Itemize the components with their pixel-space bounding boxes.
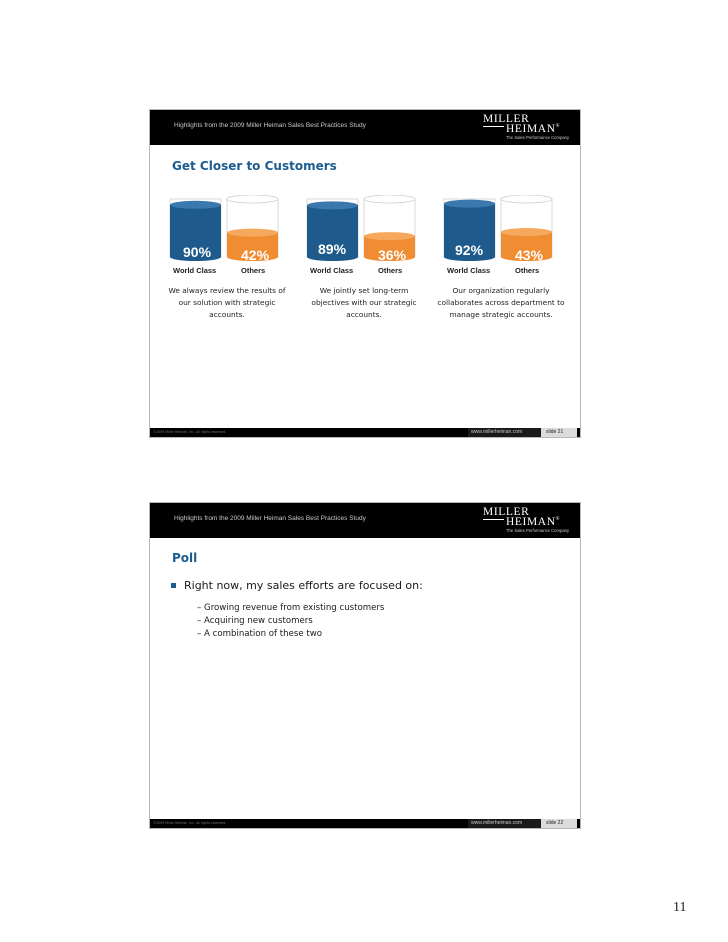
logo-tagline: The Sales Performance Company xyxy=(506,135,570,140)
world-class-fill-top xyxy=(444,200,495,208)
footer-url-box xyxy=(468,428,541,437)
world-class-fill-top xyxy=(307,201,358,209)
others-percent: 43% xyxy=(515,247,544,263)
slide-title: Get Closer to Customers xyxy=(172,159,337,173)
others-percent: 36% xyxy=(378,247,407,263)
others-percent: 42% xyxy=(241,247,270,263)
comparison-group-3 xyxy=(437,195,565,345)
logo-line-2: HEIMAN® xyxy=(506,123,561,135)
miller-heiman-logo xyxy=(483,505,575,537)
comparison-group-2 xyxy=(306,195,422,345)
comparison-caption: We always review the results of our solution with strategic accounts. xyxy=(168,286,286,319)
slide-header xyxy=(150,110,580,145)
miller-heiman-logo xyxy=(483,112,575,144)
world-class-fill-top xyxy=(170,201,221,209)
cylinder-rim xyxy=(227,195,278,203)
slide-number-box xyxy=(541,428,577,437)
cylinder-rim xyxy=(501,195,552,203)
world-class-label: World Class xyxy=(173,266,217,275)
others-label: Others xyxy=(378,266,403,275)
comparison-caption: Our organization regularly collaborates across department to manage strategic accounts. xyxy=(437,286,565,319)
slide-number: slide 21 xyxy=(546,429,564,435)
others-label: Others xyxy=(241,266,266,275)
poll-question: Right now, my sales efforts are focused on: xyxy=(171,579,423,592)
others-label: Others xyxy=(515,266,540,275)
slide-header xyxy=(150,503,580,538)
logo-line-1: MILLER xyxy=(483,506,530,518)
page-number: 11 xyxy=(673,900,687,915)
footer-url: www.millerheiman.com xyxy=(471,429,523,435)
footer-url: www.millerheiman.com xyxy=(471,820,523,826)
world-class-label: World Class xyxy=(310,266,354,275)
header-text: Highlights from the 2009 Miller Heiman Sales Best Practices Study xyxy=(174,122,366,129)
logo-line-1: MILLER xyxy=(483,113,530,125)
logo-rule xyxy=(483,126,504,127)
footer-url-box xyxy=(468,819,541,828)
slide-footer xyxy=(150,428,580,437)
slide-22 xyxy=(149,502,581,829)
world-class-percent: 92% xyxy=(455,242,484,258)
others-fill-top xyxy=(227,229,278,237)
comparison-caption: We jointly set long-term objectives with our strategic accounts. xyxy=(311,286,417,319)
logo-rule xyxy=(483,519,504,520)
slide-footer xyxy=(150,819,580,828)
others-fill-top xyxy=(501,228,552,236)
poll-option-1: – Growing revenue from existing customers xyxy=(197,603,385,613)
world-class-percent: 90% xyxy=(183,244,212,260)
bullet-square-icon xyxy=(171,583,176,588)
slide-title: Poll xyxy=(172,551,198,565)
header-text: Highlights from the 2009 Miller Heiman Sales Best Practices Study xyxy=(174,515,366,522)
world-class-label: World Class xyxy=(447,266,491,275)
slide-21 xyxy=(149,109,581,438)
copyright-text: ©2009 Miller Heiman, Inc. All rights reserved. xyxy=(153,430,227,434)
slide-number-box xyxy=(541,819,577,828)
world-class-percent: 89% xyxy=(318,241,347,257)
logo-line-2: HEIMAN® xyxy=(506,516,561,528)
copyright-text: ©2009 Miller Heiman, Inc. All rights reserved. xyxy=(153,821,227,825)
logo-tagline: The Sales Performance Company xyxy=(506,528,570,533)
poll-option-3: – A combination of these two xyxy=(197,629,323,639)
comparison-group-1 xyxy=(169,195,285,345)
others-fill-top xyxy=(364,232,415,240)
slide-number: slide 22 xyxy=(546,820,564,826)
cylinder-rim xyxy=(364,195,415,203)
poll-option-2: – Acquiring new customers xyxy=(197,616,313,626)
